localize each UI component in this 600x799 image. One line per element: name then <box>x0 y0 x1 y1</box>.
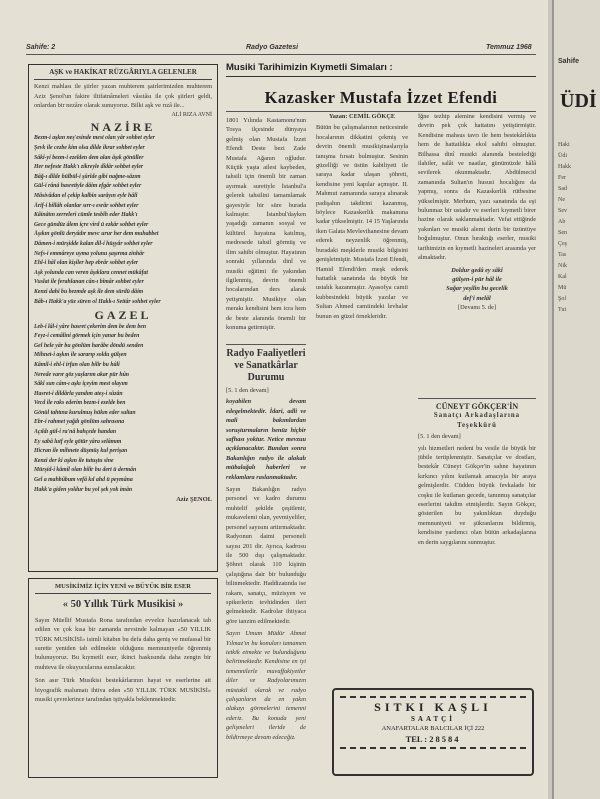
right-page-line: Sev <box>558 208 567 214</box>
poem-line: Aşk yolunda can veren âşıklara cennet mükâfat <box>34 269 149 276</box>
article-col2-text: Bütün bu çalışmalarının neticesinde hocalarının dikkatini çekmiş ve devrin önemli musikişinaslarıyla tanışma fırsatı bulmuştur. Sesinin güzelliği ve üstün kabiliyeti ile saraya kadar ulaşan şöhreti, kendisine yeni kapılar açmıştır. II. Mahmut zamanında saraya alınarak padişahın takdirini kazanmış, böylece Kazaskerlik makamına kadar yükselmiştir. 14 15 Yaşlarında iken Galata Mevlevihanesine devam ederek neyzenlik öğrenmiş, buradaki meşklerle musiki bilgisini genişletmiştir. Mustafa İzzet Efendi, Hamid Efendi'den meşk ederek hattatlık sanatında da büyük bir ustalık kazanmıştır. Ayasofya camii kubbesindeki büyük yazılar ve Sultan Ahmed camiindeki levhalar bunun en güzel örnekleridir. <box>316 124 408 320</box>
right-page-line: Ab <box>558 219 566 225</box>
radio-cont: [5. 1 den devam] <box>226 387 269 394</box>
radio-body-italic: koyabilen devam edegelmektedir. İdari, adli ve mali bakımlardan soruşturmaların henüz hiçbir safhası yoktur. Netice mevzuu açıklanacaktır. Bundan sonra Bakanlığın radyo ile alakalı mübalağalı haberleri ve reklamlara raslanmaktadır. <box>226 398 306 481</box>
ad-phone-label: TEL : <box>405 734 428 744</box>
right-page-title: ÜDİ <box>560 90 597 112</box>
poem-line: Kenzi der ki aşkın ile tutuştu sîne <box>34 457 114 464</box>
poem-line: Nefs-i emmâreye uyma yolunu şaşırma zinhâr <box>34 250 145 257</box>
right-page-line: Şol <box>558 296 567 302</box>
poem-line: Ebr-i rahmet yağdı gönlüm sahrasına <box>34 419 125 426</box>
poem-line: Mâsivâdan el çekip kalbin sarâyın eyle hâlî <box>34 193 138 199</box>
right-page-lines <box>558 140 600 316</box>
concert-article <box>418 398 536 678</box>
issue-date: Temmuz 1968 <box>486 44 532 51</box>
article-column-2 <box>316 112 408 677</box>
poem-line: Ehl-i hâl olan kişiler hep ebrâr sohbet eyler <box>34 260 139 267</box>
poem-line: Nerede varır göz yaşlarım akar pür hûn <box>34 371 130 378</box>
poem-line: Gel hele yâr bu gönlüm harâbe döndü senden <box>34 342 144 349</box>
poem-line: Âşıkın gönlü deryâdır mevc urur her dem muhabbet <box>34 231 159 238</box>
poem-line: Bâb-ı Hakk'a yüz süren ol Hakk-ı Settâr sohbet eyler <box>34 298 161 305</box>
poem-line: Vecd ile raks ederim bezm-i ezelde ben <box>34 400 126 407</box>
article-title: Kazasker Mustafa İzzet Efendi <box>226 88 536 112</box>
right-page-header: Sahife <box>558 58 580 65</box>
poem-line: Sâkî sun câm-ı aşkı içeyim mest olayım <box>34 381 128 388</box>
nazire-poem <box>34 134 212 307</box>
article-byline: Yazan: CEMİL GÖKÇE <box>328 113 396 120</box>
section-banner <box>226 62 536 77</box>
gazel-signature: Aziz ŞENOL <box>176 496 212 504</box>
right-page-line: Tas <box>558 252 567 258</box>
right-page-line: Sad <box>558 186 567 192</box>
article-column-1 <box>226 116 306 341</box>
music-kicker: MUSİKİMİZ İÇİN YENİ ve BÜYÜK BİR ESER <box>35 582 211 594</box>
gazel-title: GAZEL <box>94 308 152 323</box>
poem-line: Şevk ile cezbe kim olsa dilde ikrar sohbet eyler <box>34 145 145 152</box>
right-page-line: Haki <box>558 142 570 148</box>
poem-line: Kâmil-i ehl-i irfan olan bilir bu hâli <box>34 361 120 368</box>
poem-line: Leb-i lâl-i yâre hasret çekerim dem be dem ben <box>34 323 147 330</box>
poetry-box <box>28 64 218 572</box>
poem-line: Mihnet-i aşkın ile sararıp soldu gülşen <box>34 352 127 359</box>
concert-title: CÜNEYT GÖKÇER'İN <box>418 398 536 411</box>
article-continued: [Devamı 5. de] <box>458 304 496 312</box>
poem-line: Gece gündüz âlem içre vird ü ezkâr sohbet eyler <box>34 221 149 228</box>
page-header <box>26 44 536 55</box>
intro-text: Kenzi mahlası ile şiirler yazan muhterem şairlerimizden muhterem Aziz Şenol'un fakire iltifatnâmeleri vâsıtâsı ile çok şiirleri geldi, onlardan bir nezâre olarak sunuyoruz. Bilki aşk ve rızâ ile... <box>34 83 212 110</box>
radio-body-2: Sayın Umum Müdür Ahmet Yılmaz'ın bu konuları tamamen tetkik etmekte ve bulunduğunu belirtmektedir. Kendisine en iyi temennilerle muvaffakiyetler diler ve Radyolarımızın müstakil olarak ve radyo çalışanların da en yakın alakayı görmelerini temenni ederiz. Bu konuda yeni gelişmeleri ileride de bildirmeye devam edeceğiz. <box>226 630 306 741</box>
right-page-line: Ne <box>558 197 565 203</box>
poem-line: gülşen-i pür hâl ile <box>452 275 502 283</box>
article-poem <box>418 266 536 304</box>
adjacent-page-edge <box>552 0 600 799</box>
intro-title: AŞK ve HAKİKAT RÜZGÂRIYLA GELENLER <box>34 68 212 80</box>
poem-line: Hasret-i dildârla yandım ateş-i sûzân <box>34 390 123 397</box>
poem-line: Hakk'a giden yoldur bu yol şek yok imân <box>34 486 133 493</box>
poem-line: Ey sabâ lutf eyle götür yâra selâmım <box>34 438 122 445</box>
right-page-line: Nik <box>558 263 567 269</box>
poem-line: Gül-i rânâ hasretiyle dâim efgâr sohbet eyler <box>34 183 142 190</box>
right-page-line: Mü <box>558 285 567 291</box>
poem-line: Açıldı gül-i ra'nâ bahçede handan <box>34 429 117 436</box>
ad-name: SITKI KAŞLI <box>374 700 492 714</box>
poem-line: Feyz-i cemâlini görmek için yanar bu beden <box>34 333 140 340</box>
poem-line: def'i melâl <box>463 294 491 302</box>
nazire-title: NAZİRE <box>90 120 156 135</box>
ad-phone: 28584 <box>429 734 461 744</box>
right-page-line: Hakk <box>558 164 571 170</box>
poem-line: Kâinâtın zerreleri cümle tesbîh eder Hakk'ı <box>34 212 138 219</box>
right-page-line: Sen <box>558 230 567 236</box>
poem-line: Bezm-i aşkın neş'esinde mest olan yâr sohbet eyler <box>34 135 155 142</box>
gazel-poem <box>34 323 212 496</box>
music-body: Sayın Müellif Mustafa Rona tarafından evvelce hazırlanacak tab edilen ve çok kısa bir zamanda nevsinde kalmayan «50 YILLIK TÜRK MUSİKİSİ» isimli kitabın bu defa daha geniş ve mufassal bir surette yeniden tab edilmekte olduğunu memnuniyetle öğrenmiş bulunuyoruz. Bu kıymetli eser, ikinci baskısında daha zengin bir muhteva ile okuyucularına sunulacaktır. <box>35 616 211 671</box>
ad-address: ANAFARTALAR BALCILAR İÇİ 222 <box>381 725 485 732</box>
poem-line: Gönül tahtına kurulmuş hükm eder sultan <box>34 409 136 416</box>
concert-cont: [5. 1 den devam] <box>418 433 461 441</box>
poem-line: Ârif-i billâh olanlar sırr-ı esrâr sohbet eyler <box>34 202 139 209</box>
right-page-line: Çeş <box>558 241 567 247</box>
music-book-title: « 50 Yıllık Türk Musikisi » <box>62 599 184 611</box>
concert-body: yılı hizmetleri nedeni bu vesile ile büyük bir jübile tertiplenmiştir. Sanatçılar ve dostları, bestekâr Cüneyt Gökçer'in sahne hayatının kırkıncı yılını kutlamak amacıyla bir araya gelmişlerdir. Cüdden büyük fevkalade bir coşku ile kutlanan gecede, tanınmış sanatçılar eserlerini takdim etmişlerdir. Sayın Gökçer, gösterilen bu yakınlıktan duyduğu memnuniyeti ve şükranlarını bildirmiş, kendisine yardımcı olan bütün arkadaşlarına en derin saygılarını sunmuştur. <box>418 444 536 546</box>
article-col4-text: İğne tezhip alemine kendisini vermiş ve devrin pek çok hattatını yetiştirmiştir. Kendisine mahsus tavrı ile hem bestekârlıkta hem de hattatlıkta ekol sahibi olmuştur. Bilhassa dinî musiki alanında bestelediği ilahiler, salât ve naatlar, günümüzde hâlâ sevilerek okunmaktadır. Abdülmecid zamanında Sultan'ın hususi hocalığını da yapmış, sonra da Kazaskerlik rütbesine yükselmiştir. Merhum, yazı sanatında da eşi bulunmaz bir ustadır ve eserleri kıymetli birer hazine olarak saklanmaktadır. Vefat ettiğinde yakınları ve musiki alemi derin bir üzüntüye boğulmuştur. Onun bıraktığı eserler, musiki tarihimizin en kıymetli hazineleri arasında yer almaktadır. <box>418 113 536 262</box>
poem-line: Kenzi dahi bu bezmde aşk ile dem sürdü dâim <box>34 288 144 295</box>
watchmaker-ad <box>332 688 534 776</box>
radio-title: Radyo Faaliyetleri ve Sanatkârlar Durumu <box>226 344 306 384</box>
banner-text: Musiki Tarihimizin Kıymetli Simaları : <box>226 62 393 73</box>
ad-trade: SAATÇİ <box>411 715 455 723</box>
paper-name: Radyo Gazetesi <box>246 44 299 51</box>
poem-line: Dâmen-i mürşidde kalan dil-i hüşyâr sohbet eyler <box>34 240 153 247</box>
poem-line: Mürşid-i kâmil olan bilir bu dert ü dermân <box>34 467 137 474</box>
article-column-3 <box>418 112 536 392</box>
right-page-line: Tut <box>558 307 567 313</box>
poem-line: Gel a mahbûbum vefâ kıl ahd ü peymâna <box>34 477 133 484</box>
poem-line: Vuslat ile ferahlanan cân-ı bîmâr sohbet eyler <box>34 279 144 286</box>
poem-line: Her nefeste Hakk'ı zikreyle dîdâr sohbet eyler <box>34 164 144 171</box>
poem-line: Hicran ile mihnete düşmüş kul perişan <box>34 448 128 455</box>
right-page-line: Fer <box>558 175 566 181</box>
concert-subtitle: Sanatçı Arkadaşlarına Teşekkürü <box>433 412 521 429</box>
intro-signature: ALİ RIZA AVNİ <box>171 111 212 118</box>
poem-line: Sağar yeşilin bu gecelik <box>446 285 508 293</box>
right-page-line: Üdi <box>558 153 567 159</box>
poem-line: Doldur gedâ ey sâkî <box>451 266 503 274</box>
music-book-box <box>28 578 218 778</box>
right-page-line: Kal <box>558 274 567 280</box>
article-col1-text: 1801 Yılında Kastamonu'nun Tosya ilçesinde dünyaya gelmiş olan Mustafa İzzet Efendi Deste bezi Zade Mustafa Ağanın oğludur. Küçük yaşta ailesi kaybeden, tahsili için önemli bir zaman ayırmak suretiyle İstanbul'a gelerek tahsilini tamamlamak gayesiyle bir süre burada kalmıştır. İstanbul'dayken yaşadığı zamanın sosyal ve kültürel hayatına katılmış, medresede tahsil görmüş ve ilim sahibi olmuştur. Hayatının sonraki yıllarında dinî ve musiki eğitimi ile yakından ilgilenmiş, devrin önemli hocalarından ders alarak yetişmiştir. Musikiye olan merakı kendisini hem icra hem de beste alanında önemli bir konuma getirmiştir. <box>226 117 306 331</box>
poem-line: Bâğ-ı dilde bülbül-i şûrîde gibi nağme-sâzım <box>34 173 141 180</box>
page-label: Sahife: 2 <box>26 44 56 51</box>
poem-line: Sâkî-yi bezm-i ezelden dem alan âşık gönüller <box>34 154 144 161</box>
radio-article <box>226 344 306 784</box>
music-body-2: Son asır Türk Musikisi bestekârlarının hayat ve eserlerine ait biyografik malumatı ihtiva eden «50 YILLIK TÜRK MUSİKİSİ» musiki çevrelerince tarafından iştiyakla beklenmektedir. <box>35 677 211 704</box>
radio-body: Sayın Bakanlığın radyo personel ve kadro durumu muhtelif şekilde çeşitlenir, mukavelemi olan, yevmiyeliler, personel sayısını arttırmaktadır. Radyonun daimi personeli sayısı 201 dir. Ayrıca, kadrosu ile 500 dışı çalışmaktadır. Şöhret olarak 110 kişinin çalıştığına dair bir bulunduğu bilinmektedir. Haddizatında ise rakam, sanatçı, müzisyen ve spikerlerin tevhidinden ileri gelmektedir. Kadrolar ihtiyaca göre tanzim edilmektedir. <box>226 486 306 625</box>
